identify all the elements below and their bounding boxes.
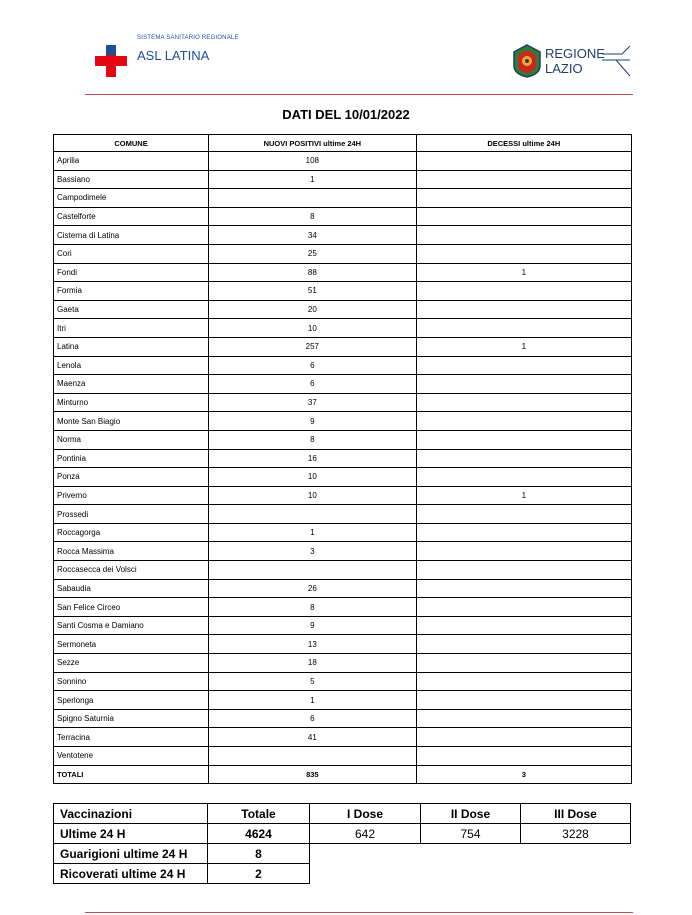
positivi-cell: 3: [209, 542, 416, 561]
header-divider: [85, 94, 633, 95]
comune-cell: Norma: [54, 430, 209, 449]
comune-cell: Minturno: [54, 393, 209, 412]
comune-cell: Gaeta: [54, 300, 209, 319]
totals-row: [54, 765, 632, 784]
table-row: [54, 747, 632, 766]
decessi-cell: [416, 635, 631, 654]
positivi-cell: 8: [209, 430, 416, 449]
comune-cell: Lenola: [54, 356, 209, 375]
table-row: [54, 263, 632, 282]
totals-decessi: 3: [416, 765, 631, 784]
positivi-cell: 6: [209, 709, 416, 728]
guarigioni-row: [54, 844, 631, 864]
decessi-cell: [416, 170, 631, 189]
table-row: [54, 486, 632, 505]
column-header-comune: COMUNE: [54, 135, 209, 152]
totals-positivi: 835: [209, 765, 416, 784]
comuni-table: [53, 134, 632, 784]
decessi-cell: [416, 709, 631, 728]
positivi-cell: 20: [209, 300, 416, 319]
decessi-cell: [416, 189, 631, 208]
positivi-cell: 10: [209, 486, 416, 505]
decessi-cell: [416, 226, 631, 245]
lazio-emblem-icon: [512, 44, 542, 78]
positivi-cell: 8: [209, 598, 416, 617]
guarigioni-value: 8: [208, 844, 310, 864]
positivi-cell: 9: [209, 616, 416, 635]
comune-cell: Sabaudia: [54, 579, 209, 598]
positivi-cell: 37: [209, 393, 416, 412]
asl-subtitle: SISTEMA SANITARIO REGIONALE: [137, 35, 239, 41]
table-row: [54, 654, 632, 673]
comune-cell: Spigno Saturnia: [54, 709, 209, 728]
positivi-cell: 13: [209, 635, 416, 654]
decessi-cell: [416, 449, 631, 468]
comune-cell: Prossedi: [54, 505, 209, 524]
table-row: [54, 337, 632, 356]
decessi-cell: [416, 468, 631, 487]
decessi-cell: 1: [416, 263, 631, 282]
footer-divider: [85, 912, 633, 913]
comune-cell: Cisterna di Latina: [54, 226, 209, 245]
table-row: [54, 579, 632, 598]
table-row: [54, 430, 632, 449]
positivi-cell: [209, 505, 416, 524]
positivi-cell: 18: [209, 654, 416, 673]
decessi-cell: [416, 672, 631, 691]
decessi-cell: [416, 319, 631, 338]
positivi-cell: [209, 561, 416, 580]
comune-cell: Roccagorga: [54, 523, 209, 542]
guarigioni-label: Guarigioni ultime 24 H: [54, 844, 208, 864]
positivi-cell: 1: [209, 523, 416, 542]
decessi-cell: [416, 598, 631, 617]
column-header-positivi: NUOVI POSITIVI ultime 24H: [209, 135, 416, 152]
comune-cell: Bassiano: [54, 170, 209, 189]
comune-cell: Sonnino: [54, 672, 209, 691]
decessi-cell: [416, 356, 631, 375]
comune-cell: Ponza: [54, 468, 209, 487]
table-row: [54, 709, 632, 728]
totale-value: 4624: [208, 824, 310, 844]
positivi-cell: 16: [209, 449, 416, 468]
positivi-cell: 9: [209, 412, 416, 431]
ricoverati-value: 2: [208, 864, 310, 884]
asl-name: ASL LATINA: [137, 48, 210, 63]
table-row: [54, 672, 632, 691]
ricoverati-label: Ricoverati ultime 24 H: [54, 864, 208, 884]
table-row: [54, 393, 632, 412]
region-name: REGIONE LAZIO: [545, 46, 605, 76]
decessi-cell: [416, 654, 631, 673]
positivi-cell: 1: [209, 170, 416, 189]
positivi-cell: 88: [209, 263, 416, 282]
totale-header: Totale: [208, 804, 310, 824]
positivi-cell: 6: [209, 375, 416, 394]
table-row: [54, 319, 632, 338]
table-row: [54, 523, 632, 542]
comune-cell: Pontinia: [54, 449, 209, 468]
comune-cell: Aprilia: [54, 152, 209, 171]
positivi-cell: 51: [209, 282, 416, 301]
comune-cell: Monte San Biagio: [54, 412, 209, 431]
positivi-cell: 25: [209, 244, 416, 263]
positivi-cell: 41: [209, 728, 416, 747]
decessi-cell: [416, 616, 631, 635]
vaccinazioni-label: Vaccinazioni: [54, 804, 208, 824]
asl-latina-logo: [95, 33, 295, 83]
totals-label: TOTALI: [54, 765, 209, 784]
dose2-value: 754: [421, 824, 521, 844]
positivi-cell: 8: [209, 207, 416, 226]
comune-cell: Ventotene: [54, 747, 209, 766]
comune-cell: Santi Cosma e Damiano: [54, 616, 209, 635]
comune-cell: Formia: [54, 282, 209, 301]
table-row: [54, 691, 632, 710]
dose3-header: III Dose: [521, 804, 631, 824]
table-row: [54, 468, 632, 487]
comune-cell: Sperlonga: [54, 691, 209, 710]
table-row: [54, 375, 632, 394]
comune-cell: Cori: [54, 244, 209, 263]
summary-table: [53, 803, 631, 884]
decessi-cell: [416, 244, 631, 263]
table-row: [54, 728, 632, 747]
dose2-header: II Dose: [421, 804, 521, 824]
positivi-cell: 108: [209, 152, 416, 171]
table-row: [54, 207, 632, 226]
decessi-cell: [416, 430, 631, 449]
column-header-decessi: DECESSI ultime 24H: [416, 135, 631, 152]
decessi-cell: [416, 412, 631, 431]
vaccinazioni-header-row: [54, 804, 631, 824]
positivi-cell: 5: [209, 672, 416, 691]
comune-cell: Sezze: [54, 654, 209, 673]
table-header-row: [54, 135, 632, 152]
decessi-cell: [416, 152, 631, 171]
comune-cell: Roccasecca dei Volsci: [54, 561, 209, 580]
red-cross-icon: [95, 45, 127, 77]
comune-cell: Maenza: [54, 375, 209, 394]
table-row: [54, 152, 632, 171]
positivi-cell: 10: [209, 319, 416, 338]
comune-cell: Fondi: [54, 263, 209, 282]
document-title: DATI DEL 10/01/2022: [282, 107, 410, 122]
decessi-cell: [416, 375, 631, 394]
table-row: [54, 561, 632, 580]
positivi-cell: 257: [209, 337, 416, 356]
decessi-cell: [416, 207, 631, 226]
table-row: [54, 635, 632, 654]
table-row: [54, 189, 632, 208]
decessi-cell: 1: [416, 486, 631, 505]
table-row: [54, 244, 632, 263]
comune-cell: Sermoneta: [54, 635, 209, 654]
comune-cell: Rocca Massima: [54, 542, 209, 561]
table-row: [54, 449, 632, 468]
comune-cell: Terracina: [54, 728, 209, 747]
positivi-cell: [209, 747, 416, 766]
positivi-cell: [209, 189, 416, 208]
decessi-cell: [416, 393, 631, 412]
decessi-cell: [416, 282, 631, 301]
comune-cell: Itri: [54, 319, 209, 338]
decessi-cell: [416, 523, 631, 542]
decessi-cell: [416, 691, 631, 710]
table-row: [54, 282, 632, 301]
table-row: [54, 300, 632, 319]
table-row: [54, 170, 632, 189]
decessi-cell: [416, 561, 631, 580]
table-row: [54, 598, 632, 617]
comune-cell: Campodimele: [54, 189, 209, 208]
lazio-stripes-icon: [602, 44, 632, 78]
dose1-header: I Dose: [310, 804, 421, 824]
table-row: [54, 616, 632, 635]
decessi-cell: [416, 542, 631, 561]
dose3-value: 3228: [521, 824, 631, 844]
ricoverati-row: [54, 864, 631, 884]
dose1-value: 642: [310, 824, 421, 844]
positivi-cell: 1: [209, 691, 416, 710]
regione-lazio-logo: [512, 44, 632, 80]
decessi-cell: [416, 300, 631, 319]
table-row: [54, 412, 632, 431]
positivi-cell: 26: [209, 579, 416, 598]
comune-cell: Priverno: [54, 486, 209, 505]
vaccinazioni-sub-label: Ultime 24 H: [54, 824, 208, 844]
table-row: [54, 505, 632, 524]
table-row: [54, 356, 632, 375]
positivi-cell: 10: [209, 468, 416, 487]
positivi-cell: 34: [209, 226, 416, 245]
comune-cell: Latina: [54, 337, 209, 356]
decessi-cell: [416, 747, 631, 766]
decessi-cell: [416, 579, 631, 598]
decessi-cell: 1: [416, 337, 631, 356]
vaccinazioni-values-row: [54, 824, 631, 844]
decessi-cell: [416, 728, 631, 747]
table-row: [54, 542, 632, 561]
comune-cell: Castelforte: [54, 207, 209, 226]
decessi-cell: [416, 505, 631, 524]
comune-cell: San Felice Circeo: [54, 598, 209, 617]
table-row: [54, 226, 632, 245]
positivi-cell: 6: [209, 356, 416, 375]
